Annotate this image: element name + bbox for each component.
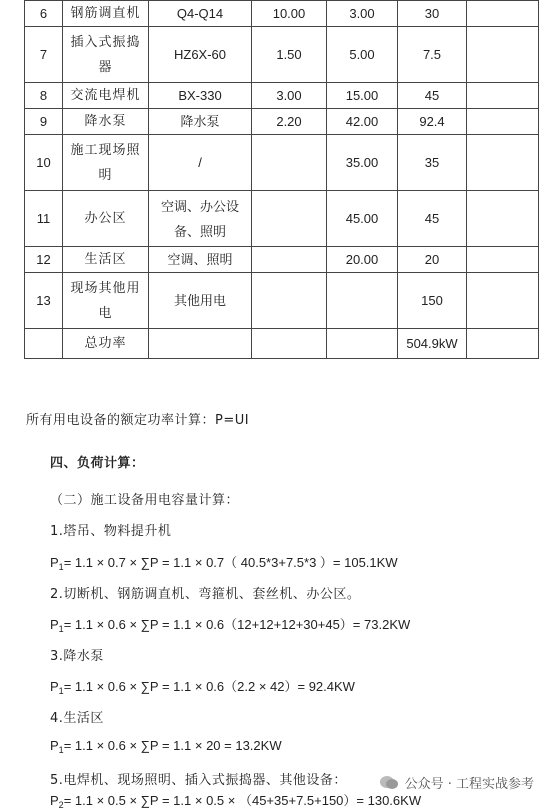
cell-device-name: 钢筋调直机 [63,1,149,27]
table-row [25,273,539,329]
cell-quantity: 45.00 [327,191,398,247]
cell-unit-power [252,329,327,359]
cell-no [25,329,63,359]
cell-total-power: 45 [398,83,467,109]
equipment-power-table [24,0,539,359]
cell-spec: 空调、照明 [149,247,252,273]
cell-quantity: 15.00 [327,83,398,109]
cell-no: 9 [25,109,63,135]
section-heading-load-calc: 四、负荷计算： [50,456,145,471]
cell-device-name: 生活区 [63,247,149,273]
item-2-label: 2.切断机、钢筋调直机、弯箍机、套丝机、办公区。 [50,587,361,602]
cell-device-name: 插入式振捣器 [63,27,149,83]
cell-spec [149,329,252,359]
cell-remark [467,135,539,191]
table-row [25,247,539,273]
cell-no: 10 [25,135,63,191]
table-row [25,1,539,27]
formula-2: $P_1= 1.1 \times 0.6 \times \sum P = 1.1 \times 0.6(12+12+12+30+45)= 73.2KW$ [50,617,411,634]
formula-3: $P_1= 1.1 \times 0.6 \times \sum P = 1.1 \times 0.6(2.2 \times 42)= 92.4KW$ [50,679,355,696]
cell-device-name: 办公区 [63,191,149,247]
cell-remark [467,273,539,329]
cell-total-power: 150 [398,273,467,329]
cell-quantity [327,273,398,329]
cell-remark [467,109,539,135]
cell-unit-power [252,191,327,247]
watermark-text: 公众号 · 工程实战参考 [404,777,534,792]
cell-no: 7 [25,27,63,83]
cell-unit-power: 2.20 [252,109,327,135]
formula-4: $P_1= 1.1 \times 0.6 \times \sum P = 1.1 \times 20 = 13.2KW$ [50,738,282,755]
formula-1: $P_1= 1.1 \times 0.7 \times \sum P = 1.1 \times 0.7$（ 40.5*3+7.5*3 ）= 105.1KW [50,555,398,572]
cell-total-power: 35 [398,135,467,191]
cell-total-power: 45 [398,191,467,247]
item-1-label: 1.塔吊、物料提升机 [50,524,172,539]
cell-no: 11 [25,191,63,247]
cell-device-name: 现场其他用电 [63,273,149,329]
cell-spec: 降水泵 [149,109,252,135]
table-row [25,83,539,109]
cell-remark [467,27,539,83]
cell-remark [467,83,539,109]
cell-device-name: 交流电焊机 [63,83,149,109]
cell-spec: HZ6X-60 [149,27,252,83]
cell-spec: BX-330 [149,83,252,109]
cell-remark [467,1,539,27]
cell-spec: / [149,135,252,191]
table-row [25,27,539,83]
cell-no: 13 [25,273,63,329]
wechat-icon [379,775,399,791]
table-row [25,329,539,359]
subsection-heading: （二）施工设备用电容量计算： [50,493,240,508]
cell-remark [467,191,539,247]
cell-quantity: 5.00 [327,27,398,83]
item-3-label: 3.降水泵 [50,649,104,664]
cell-unit-power [252,135,327,191]
cell-total-power: 504.9kW [398,329,467,359]
cell-unit-power [252,273,327,329]
cell-unit-power [252,247,327,273]
cell-remark [467,329,539,359]
table-row [25,135,539,191]
formula-5: $P_2= 1.1 \times 0.5 \times \sum P = 1.1 \times 0.5 \times (45+35+7.5+150)= 130.6KW$ [50,793,422,810]
cell-quantity: 3.00 [327,1,398,27]
cell-remark [467,247,539,273]
cell-no: 12 [25,247,63,273]
cell-total-power: 30 [398,1,467,27]
cell-spec: 其他用电 [149,273,252,329]
cell-spec: 空调、办公设备、照明 [149,191,252,247]
cell-device-name: 施工现场照明 [63,135,149,191]
cell-total-power: 7.5 [398,27,467,83]
cell-no: 8 [25,83,63,109]
cell-total-power: 20 [398,247,467,273]
watermark [379,773,534,792]
cell-quantity: 20.00 [327,247,398,273]
cell-quantity [327,329,398,359]
cell-unit-power: 3.00 [252,83,327,109]
table-row [25,191,539,247]
cell-unit-power: 1.50 [252,27,327,83]
item-5-label: 5.电焊机、现场照明、插入式振捣器、其他设备： [50,773,347,788]
table-row [25,109,539,135]
cell-quantity: 42.00 [327,109,398,135]
cell-no: 6 [25,1,63,27]
power-formula-note: 所有用电设备的额定功率计算：P=UI [26,413,250,428]
cell-device-name: 降水泵 [63,109,149,135]
cell-spec: Q4-Q14 [149,1,252,27]
cell-device-name: 总功率 [63,329,149,359]
item-4-label: 4.生活区 [50,711,104,726]
cell-unit-power: 10.00 [252,1,327,27]
cell-total-power: 92.4 [398,109,467,135]
cell-quantity: 35.00 [327,135,398,191]
